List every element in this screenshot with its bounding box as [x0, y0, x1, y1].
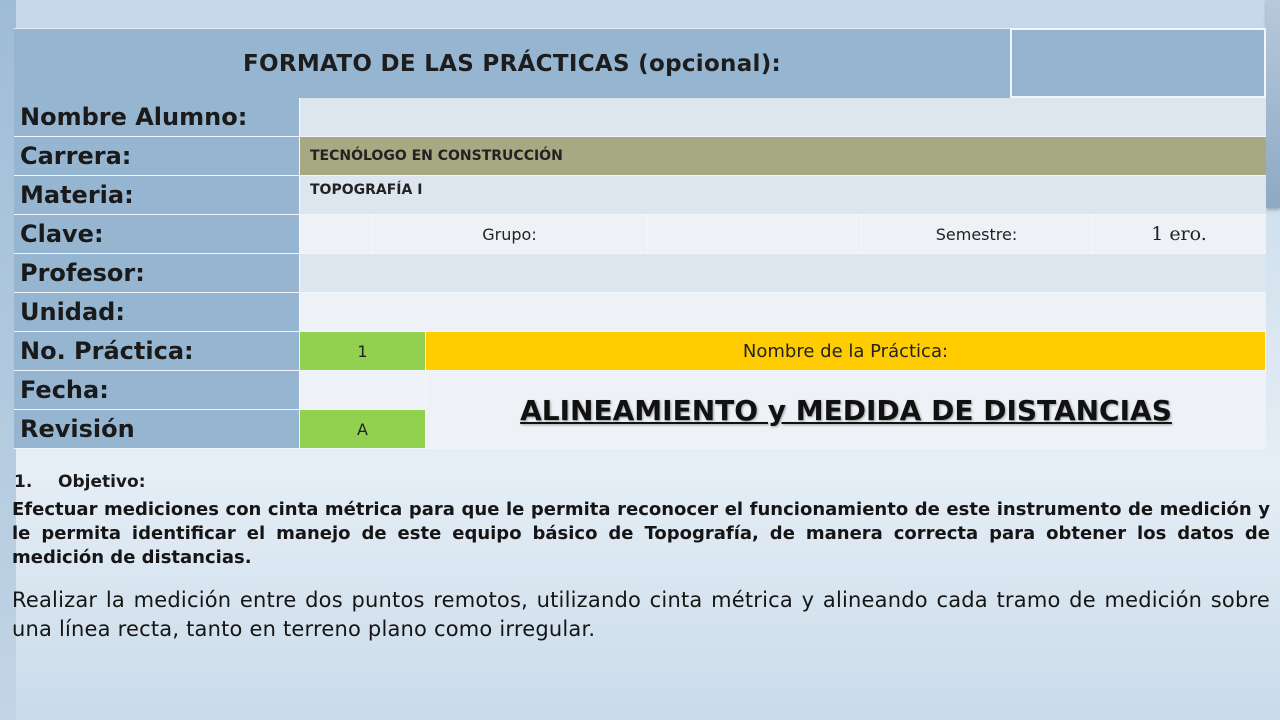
row-nombre-alumno: [14, 98, 1266, 137]
label-nombre-alumno: Nombre Alumno:: [14, 98, 300, 136]
objective-heading-text: Objetivo:: [58, 472, 146, 492]
form-title-empty-cell: [1010, 28, 1266, 98]
objective-section: [12, 472, 1270, 645]
field-no-practica: 1: [300, 332, 426, 371]
practice-form: [14, 28, 1266, 449]
field-nombre-alumno: [300, 98, 1266, 136]
label-revision: Revisión: [14, 410, 300, 449]
practice-labels: [14, 332, 300, 449]
practice-block: [14, 332, 1266, 449]
field-revision: A: [300, 410, 426, 449]
label-unidad: Unidad:: [14, 293, 300, 331]
objective-paragraph: Efectuar mediciones con cinta métrica para que le permita reconocer el funcionamiento de este instrumento de medición y le permita identificar el manejo de este equipo básico de Topografía, de manera correcta para obtener los datos de medición de distancias.: [12, 499, 1270, 568]
objective-heading: [12, 472, 1270, 492]
field-unidad: [300, 293, 1266, 331]
practice-values: [300, 332, 426, 449]
row-unidad: [14, 293, 1266, 332]
practice-name-block: [426, 332, 1266, 449]
label-nombre-practica: Nombre de la Práctica:: [426, 332, 1266, 371]
field-materia: TOPOGRAFÍA I: [300, 176, 1266, 214]
field-grupo: [648, 215, 862, 253]
field-fecha: [300, 371, 426, 410]
objective-paragraph-2: Realizar la medición entre dos puntos remotos, utilizando cinta métrica y alineando cada tramo de medición sobre una línea recta, tanto en terreno plano como irregular.: [12, 587, 1270, 642]
row-profesor: [14, 254, 1266, 293]
label-semestre: Semestre:: [862, 215, 1092, 253]
label-materia: Materia:: [14, 176, 300, 214]
label-carrera: Carrera:: [14, 137, 300, 175]
row-materia: [14, 176, 1266, 215]
label-grupo: Grupo:: [372, 215, 648, 253]
label-no-practica: No. Práctica:: [14, 332, 300, 371]
practice-name: ALINEAMIENTO y MEDIDA DE DISTANCIAS: [426, 371, 1266, 449]
field-clave: [300, 215, 372, 253]
right-edge-decoration: [1266, 0, 1280, 208]
objective-number: 1.: [14, 472, 33, 492]
field-semestre: 1 ero.: [1092, 215, 1266, 253]
label-profesor: Profesor:: [14, 254, 300, 292]
form-title: FORMATO DE LAS PRÁCTICAS (opcional):: [14, 28, 1010, 98]
form-title-row: [14, 28, 1266, 98]
field-carrera: TECNÓLOGO EN CONSTRUCCIÓN: [300, 137, 1266, 175]
row-clave: [14, 215, 1266, 254]
label-clave: Clave:: [14, 215, 300, 253]
label-fecha: Fecha:: [14, 371, 300, 410]
row-carrera: [14, 137, 1266, 176]
field-profesor: [300, 254, 1266, 292]
